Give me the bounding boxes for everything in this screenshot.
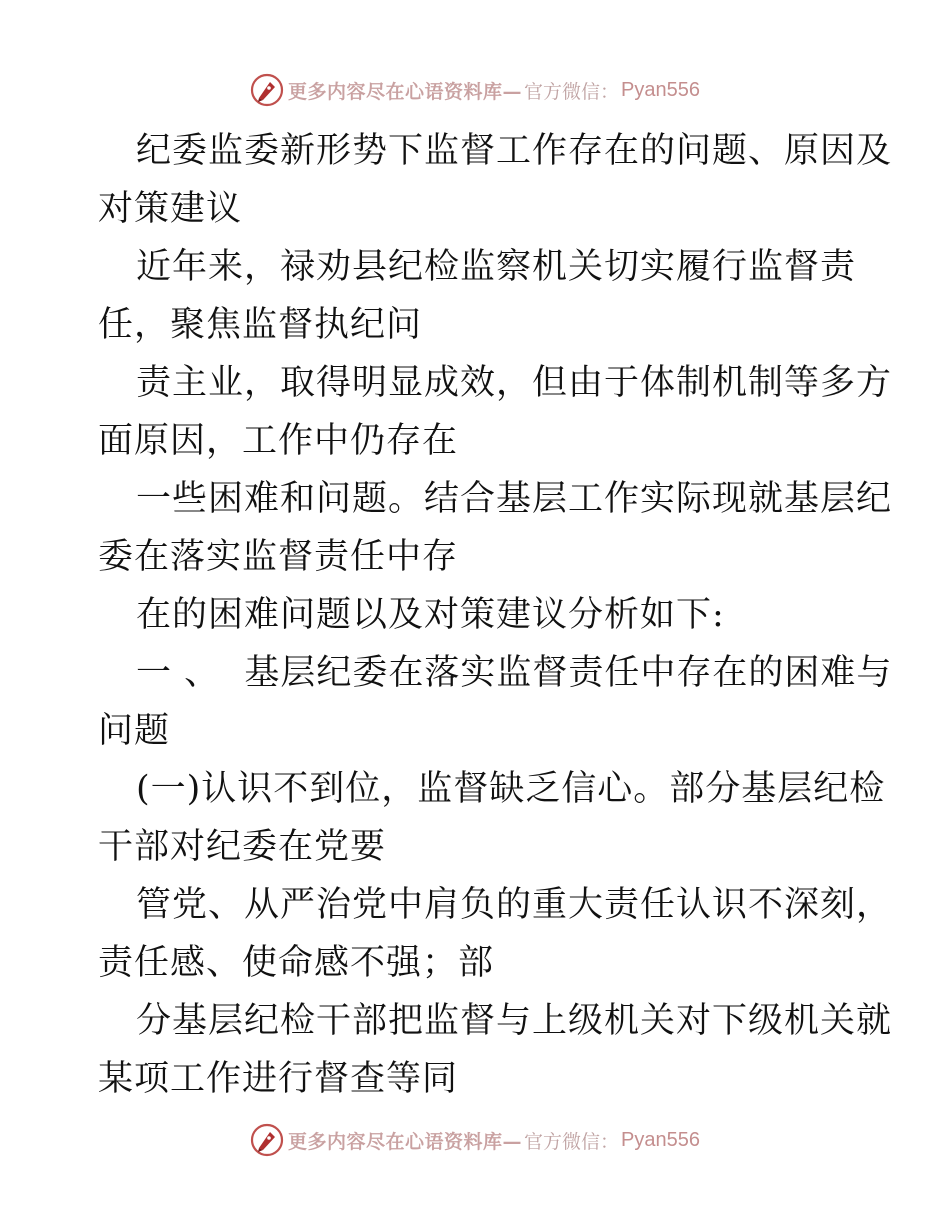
paragraph-6-line-1: 管党、从严治党中肩负的重大责任认识不深刻， [136, 885, 893, 925]
title-line-2: 对策建议 [98, 189, 243, 229]
paragraph-3-line-1: 一些困难和问题。结合基层工作实际现就基层纪 [136, 479, 893, 519]
footer-banner [0, 1118, 950, 1162]
banner-wechat-label: 官方微信： [524, 80, 620, 103]
section-heading-line-2: 问题 [98, 711, 171, 751]
paragraph-7-line-1: 分基层纪检干部把监督与上级机关对下级机关就 [136, 1001, 893, 1041]
paragraph-1-line-2: 任，聚焦监督执纪问 [98, 305, 423, 345]
paragraph-2-line-1: 责主业，取得明显成效，但由于体制机制等多方 [136, 363, 893, 403]
banner-wechat-id: Pyan556 [621, 78, 700, 101]
section-heading-line-1: 一 、 基层纪委在落实监督责任中存在的困难与 [136, 653, 893, 693]
paragraph-6-line-2: 责任感、使命感不强；部 [98, 943, 495, 983]
paragraph-5-line-1: (一)认识不到位，监督缺乏信心。部分基层纪检 [136, 769, 886, 809]
paragraph-1-line-1: 近年来，禄劝县纪检监察机关切实履行监督责 [136, 247, 857, 287]
paragraph-4-line-1: 在的困难问题以及对策建议分析如下: [136, 595, 725, 635]
paragraph-7-line-2: 某项工作进行督查等同 [98, 1059, 459, 1099]
paragraph-3-line-2: 委在落实监督责任中存 [98, 537, 459, 577]
title-line-1: 纪委监委新形势下监督工作存在的问题、原因及 [136, 131, 893, 171]
banner-text: 更多内容尽在心语资料库— [288, 80, 523, 103]
banner-wechat-id: Pyan556 [621, 1128, 700, 1151]
document-body [98, 122, 893, 1108]
pen-nib-logo-icon [250, 73, 284, 107]
paragraph-2-line-2: 面原因，工作中仍存在 [98, 421, 459, 461]
banner-wechat-label: 官方微信： [524, 1130, 620, 1153]
header-banner [0, 68, 950, 112]
banner-text: 更多内容尽在心语资料库— [288, 1130, 523, 1153]
pen-nib-logo-icon [250, 1123, 284, 1157]
paragraph-5-line-2: 干部对纪委在党要 [98, 827, 387, 867]
